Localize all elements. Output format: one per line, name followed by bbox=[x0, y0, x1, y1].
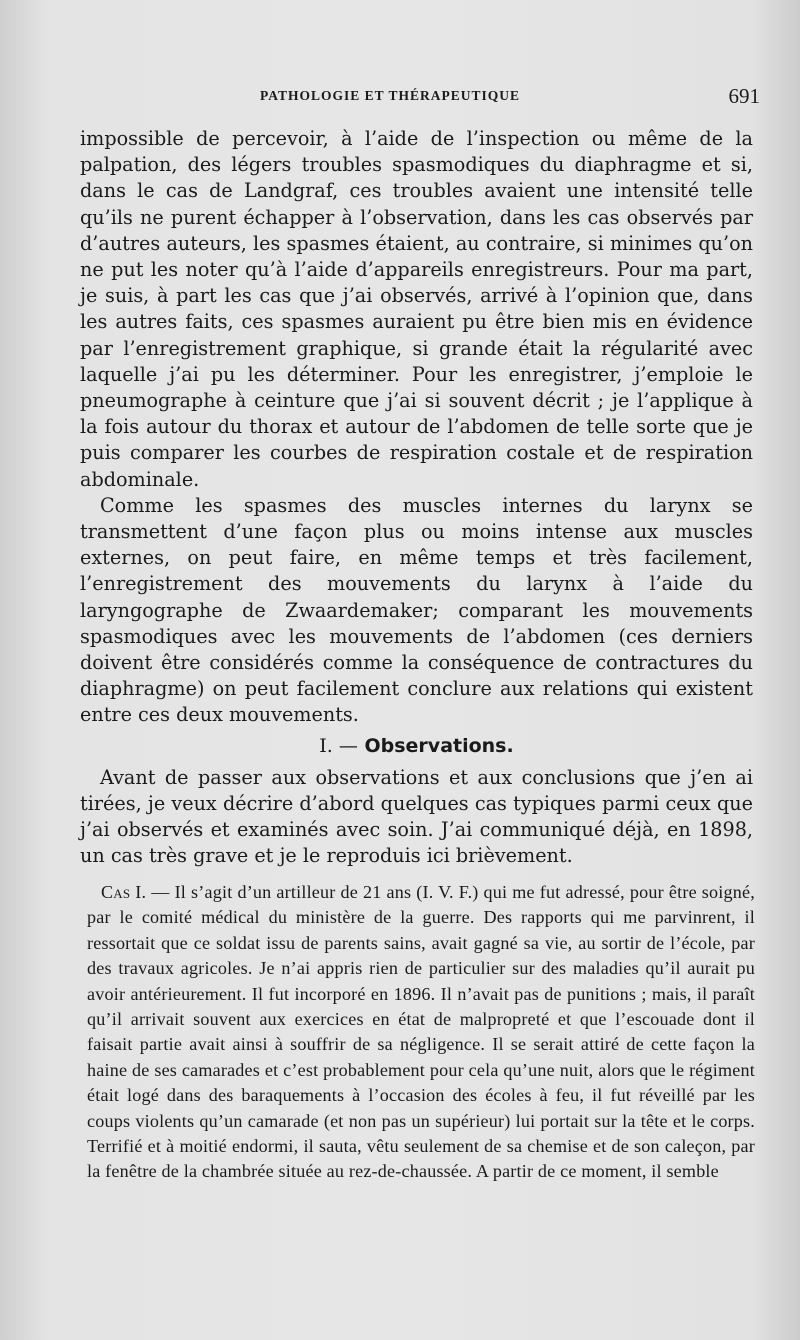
case-report bbox=[87, 880, 755, 1185]
section-heading bbox=[80, 731, 753, 761]
case-text: — Il s’agit d’un artilleur de 21 ans (I. V. F.) qui me fut adressé, pour être soigné, par le comité médical du ministère de la guerre. Des rapports qui me parvinrent, il ressortait que ce soldat issu de parents sains, avait gagné sa vie, au sortir de l’école, par des travaux agricoles. Je n’ai appris rien de particulier sur des maladies qu’il aurait pu avoir antérieurement. Il fut incorporé en 1896. Il n’avait pas de punitions ; mais, il paraît qu’il arrivait souvent aux exercices en état de malpropreté et que l’escouade dont il faisait partie avait ainsi à souffrir de sa négligence. Il se serait attiré de cette façon la haine de ses camarades et c’est probablement pour cela qu’une nuit, alors que le régiment était logé dans des baraquements à l’occasion des écoles à feu, il fut réveillé par les coups violents qu’un camarade (et non pas un supérieur) lui portait sur la tête et le corps. Terrifié et à moitié endormi, il sauta, vêtu seulement de sa chemise et de son caleçon, par la fenêtre de la chambrée située au rez-de-chaussée. A partir de ce moment, il semble bbox=[87, 882, 755, 1182]
running-title: PATHOLOGIE ET THÉRAPEUTIQUE bbox=[260, 88, 521, 103]
paragraph-3: Avant de passer aux observations et aux conclusions que j’en ai tirées, je veux décrire d’abord quelques cas typiques parmi ceux que j’ai observés et examinés avec soin. J’ai communiqué déjà, en 1898, un cas très grave et je le reproduis ici brièvement. bbox=[80, 765, 753, 868]
paragraph-1: impossible de percevoir, à l’aide de l’inspection ou même de la palpation, des légers troubles spasmodiques du diaphragme et si, dans le cas de Landgraf, ces troubles avaient une intensité telle qu’ils ne purent échapper à l’observation, dans les cas observés par d’autres auteurs, les spasmes étaient, au contraire, si minimes qu’on ne put les noter qu’à l’aide d’appareils enregistreurs. Pour ma part, je suis, à part les cas que j’ai observés, arrivé à l’opinion que, dans les autres faits, ces spasmes auraient pu être bien mis en évidence par l’enregistrement graphique, si grande était la régularité avec laquelle j’ai pu les déterminer. Pour les enregistrer, j’emploie le pneumographe à ceinture que j’ai si souvent décrit ; je l’applique à la fois autour du thorax et autour de l’abdomen de telle sorte que je puis comparer les courbes de respiration costale et de respiration abdominale. bbox=[80, 127, 753, 491]
case-label: Cas I. bbox=[101, 882, 147, 902]
page-header bbox=[80, 84, 760, 112]
main-text bbox=[80, 126, 753, 869]
section-number: I. — bbox=[319, 734, 358, 757]
paragraph-2: Comme les spasmes des muscles internes du larynx se transmettent d’une façon plus ou moins intense aux muscles externes, on peut faire, en même temps et très facilement, l’enregistrement des mouvements du larynx à l’aide du laryngographe de Zwaardemaker; comparant les mouvements spasmodiques avec les mouvements de l’abdomen (ces derniers doivent être considérés comme la conséquence de contractures du diaphragme) on peut facilement conclure aux relations qui existent entre ces deux mouvements. bbox=[80, 493, 753, 727]
section-title: Observations. bbox=[364, 734, 514, 757]
case-paragraph bbox=[87, 880, 755, 1185]
page-number: 691 bbox=[728, 84, 760, 108]
